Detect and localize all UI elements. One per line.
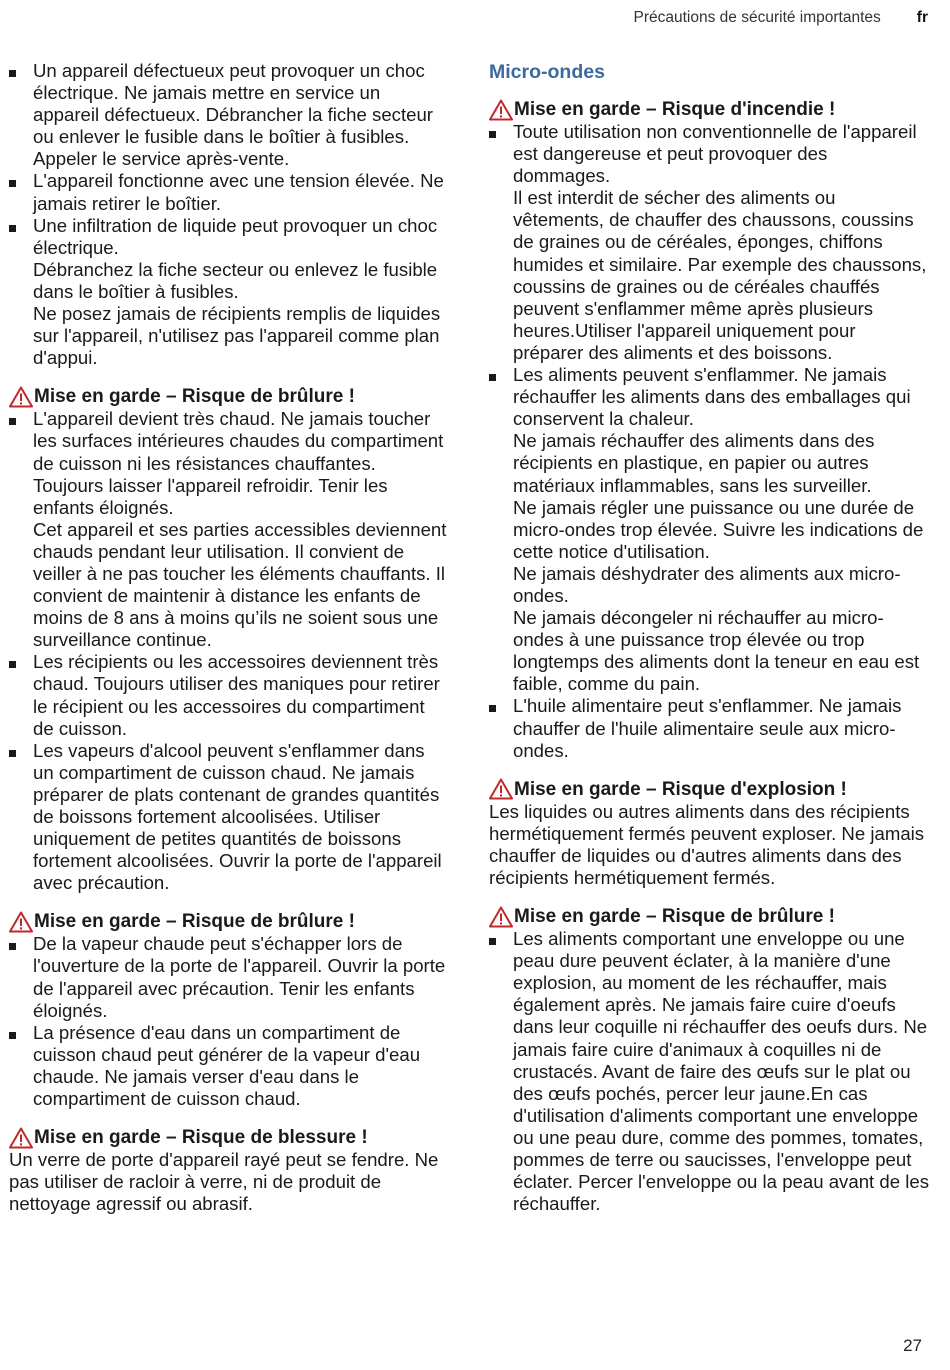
text-paragraph: Les aliments comportant une enveloppe ou une peau dure peuvent éclater, à la manière d'une explosion, au moment de les réchauffer, mais également après. Ne jamais faire cuire d'oeufs dans leur coquille ni réchauffer des oeufs durs. Ne jamais faire cuire d'animaux à coquilles ni de crustacés. Avant de faire des œufs sur le plat ou des œufs pochés, percer leur jaune.En cas d'utilisation d'aliments comportant une enveloppe ou une peau dure, comme des pommes, tomates, pommes de terre ou saucisses, l'enveloppe peut éclater. Percer l'enveloppe ou la peau avant de les réchauffer.: [513, 928, 929, 1215]
list-item: [9, 170, 449, 214]
warning-triangle-icon: [9, 911, 33, 933]
list-item: [9, 651, 449, 739]
bullet-text: [513, 928, 929, 1215]
warning-heading: [489, 905, 929, 928]
intro-bullet-list: [9, 60, 449, 369]
warning-title: Mise en garde – Risque de brûlure !: [34, 386, 355, 408]
warning-text: Les liquides ou autres aliments dans des récipients hermétiquement fermés peuvent exploser. Ne jamais chauffer de liquides ou d'autres aliments dans des récipients hermétiquement fermés.: [489, 800, 925, 888]
text-paragraph: Il est interdit de sécher des aliments ou vêtements, de chauffer des chaussons, coussins de graines ou de céréales, éponges, chiffons humides et similaire. Par exemple des chaussons, coussins de graines ou de céréales chauffés peuvent s'enflammer même après plusieurs heures.Utiliser l'appareil uniquement pour préparer des aliments et des boissons.: [513, 187, 927, 363]
bullet-text: [33, 933, 449, 1021]
bullet-text: [33, 1022, 449, 1110]
text-paragraph: Cet appareil et ses parties accessibles deviennent chauds pendant leur utilisation. Il convient de veiller à ne pas toucher les éléments chauffants. Il convient de maintenir à distance les enfants de moins de 8 ans à moins qu’ils ne soient sous une surveillance continue.: [33, 518, 447, 651]
list-item: [489, 364, 929, 695]
bullet-text: [513, 121, 929, 364]
warning-triangle-icon: [9, 1127, 33, 1149]
warning-title: Mise en garde – Risque de brûlure !: [34, 911, 355, 933]
warning-heading: [9, 910, 449, 933]
list-item: [9, 60, 449, 170]
text-paragraph: Ne jamais déshydrater des aliments aux micro-ondes.: [513, 562, 901, 606]
text-paragraph: Ne jamais décongeler ni réchauffer au micro-ondes à une puissance trop élevée ou trop longtemps des aliments dont la teneur en eau est faible, comme du pain.: [513, 607, 920, 695]
text-paragraph: L'appareil devient très chaud. Ne jamais toucher les surfaces intérieures chaudes du compartiment de cuisson ni les résistances chauffantes. Toujours laisser l'appareil refroidir. Tenir les enfants éloignés.: [33, 408, 444, 518]
warning-burn-block: [9, 385, 449, 894]
text-paragraph: La présence d'eau dans un compartiment de cuisson chaud peut générer de la vapeur d'eau chaude. Ne jamais verser d'eau dans le compartiment de cuisson chaud.: [33, 1021, 421, 1110]
warning-fire-block: [489, 98, 929, 762]
warning-injury-block: [9, 1126, 449, 1215]
bullet-text: [33, 60, 449, 170]
list-item: [9, 215, 449, 370]
warning-bullet-list: [489, 121, 929, 762]
text-paragraph: Débranchez la fiche secteur ou enlevez le fusible dans le boîtier à fusibles.: [33, 258, 438, 302]
warning-explosion-block: [489, 778, 929, 889]
warning-bullet-list: [489, 928, 929, 1215]
bullet-text: [33, 215, 449, 370]
warning-bullet-list: [9, 408, 449, 894]
text-paragraph: L'appareil fonctionne avec une tension élevée. Ne jamais retirer le boîtier.: [33, 170, 444, 214]
text-paragraph: Ne jamais réchauffer des aliments dans des récipients en plastique, en papier ou autres matériaux inflammables, sans les surveiller.: [513, 430, 875, 496]
list-item: [9, 408, 449, 651]
text-paragraph: Un appareil défectueux peut provoquer un choc électrique. Ne jamais mettre en service un appareil défectueux. Débrancher la fiche secteur ou enlever le fusible dans le boîtier à fusibles. Appeler le service après-vente.: [33, 60, 434, 170]
list-item: [489, 928, 929, 1215]
warning-title: Mise en garde – Risque d'explosion !: [514, 778, 847, 800]
right-column: [489, 60, 929, 1215]
bullet-text: [33, 740, 449, 895]
text-paragraph: Les vapeurs d'alcool peuvent s'enflammer dans un compartiment de cuisson chaud. Ne jamais préparer de plats contenant de grandes quantités de boissons fortement alcoolisées. Utiliser uniquement de petites quantités de boissons fortement alcoolisées. Ouvrir la porte de l'appareil avec précaution.: [33, 739, 442, 894]
text-paragraph: Ne jamais régler une puissance ou une durée de micro-ondes trop élevée. Suivre les indications de cette notice d'utilisation.: [513, 496, 924, 562]
bullet-text: [33, 170, 449, 214]
bullet-text: [33, 408, 449, 651]
warning-text: Un verre de porte d'appareil rayé peut se fendre. Ne pas utiliser de racloir à verre, ni de produit de nettoyage agressif ou abrasif.: [9, 1149, 439, 1215]
list-item: [9, 933, 449, 1021]
list-item: [489, 121, 929, 364]
header-section-title: Précautions de sécurité importantes: [633, 9, 881, 26]
warning-triangle-icon: [489, 778, 513, 800]
warning-heading: [489, 778, 929, 801]
left-column: [9, 60, 449, 1215]
bullet-text: [513, 364, 929, 695]
list-item: [489, 695, 929, 761]
warning-bullet-list: [9, 933, 449, 1110]
section-title-microwave: Micro-ondes: [489, 61, 605, 83]
header-language: fr: [916, 9, 928, 26]
text-paragraph: L'huile alimentaire peut s'enflammer. Ne jamais chauffer de l'huile alimentaire seule aux micro-ondes.: [513, 695, 902, 761]
text-paragraph: Les récipients ou les accessoires deviennent très chaud. Toujours utiliser des maniques pour retirer le récipient ou les accessoires du compartiment de cuisson.: [33, 651, 440, 739]
warning-title: Mise en garde – Risque de brûlure !: [514, 906, 835, 928]
bullet-text: [33, 651, 449, 739]
warning-heading: [9, 1126, 449, 1149]
warning-heading: [9, 385, 449, 408]
list-item: [9, 1022, 449, 1110]
text-paragraph: Les aliments peuvent s'enflammer. Ne jamais réchauffer les aliments dans des emballages qui conservent la chaleur.: [513, 364, 911, 430]
text-paragraph: Ne posez jamais de récipients remplis de liquides sur l'appareil, n'utilisez pas l'appareil comme plan d'appui.: [33, 303, 441, 369]
list-item: [9, 740, 449, 895]
warning-heading: [489, 98, 929, 121]
warning-triangle-icon: [489, 906, 513, 928]
warning-title: Mise en garde – Risque d'incendie !: [514, 99, 836, 120]
warning-burn-block: [9, 910, 449, 1110]
warning-burn-block: [489, 905, 929, 1215]
text-paragraph: De la vapeur chaude peut s'échapper lors de l'ouverture de la porte de l'appareil. Ouvrir la porte de l'appareil avec précaution. Tenir les enfants éloignés.: [33, 933, 446, 1021]
warning-title: Mise en garde – Risque de blessure !: [34, 1127, 368, 1149]
bullet-text: [513, 695, 929, 761]
page-header: [634, 9, 928, 27]
page-number: 27: [903, 1336, 922, 1355]
text-paragraph: Toute utilisation non conventionnelle de l'appareil est dangereuse et peut provoquer des dommages.: [513, 121, 917, 187]
warning-triangle-icon: [9, 386, 33, 408]
warning-triangle-icon: [489, 99, 513, 121]
text-paragraph: Une infiltration de liquide peut provoquer un choc électrique.: [33, 214, 438, 258]
